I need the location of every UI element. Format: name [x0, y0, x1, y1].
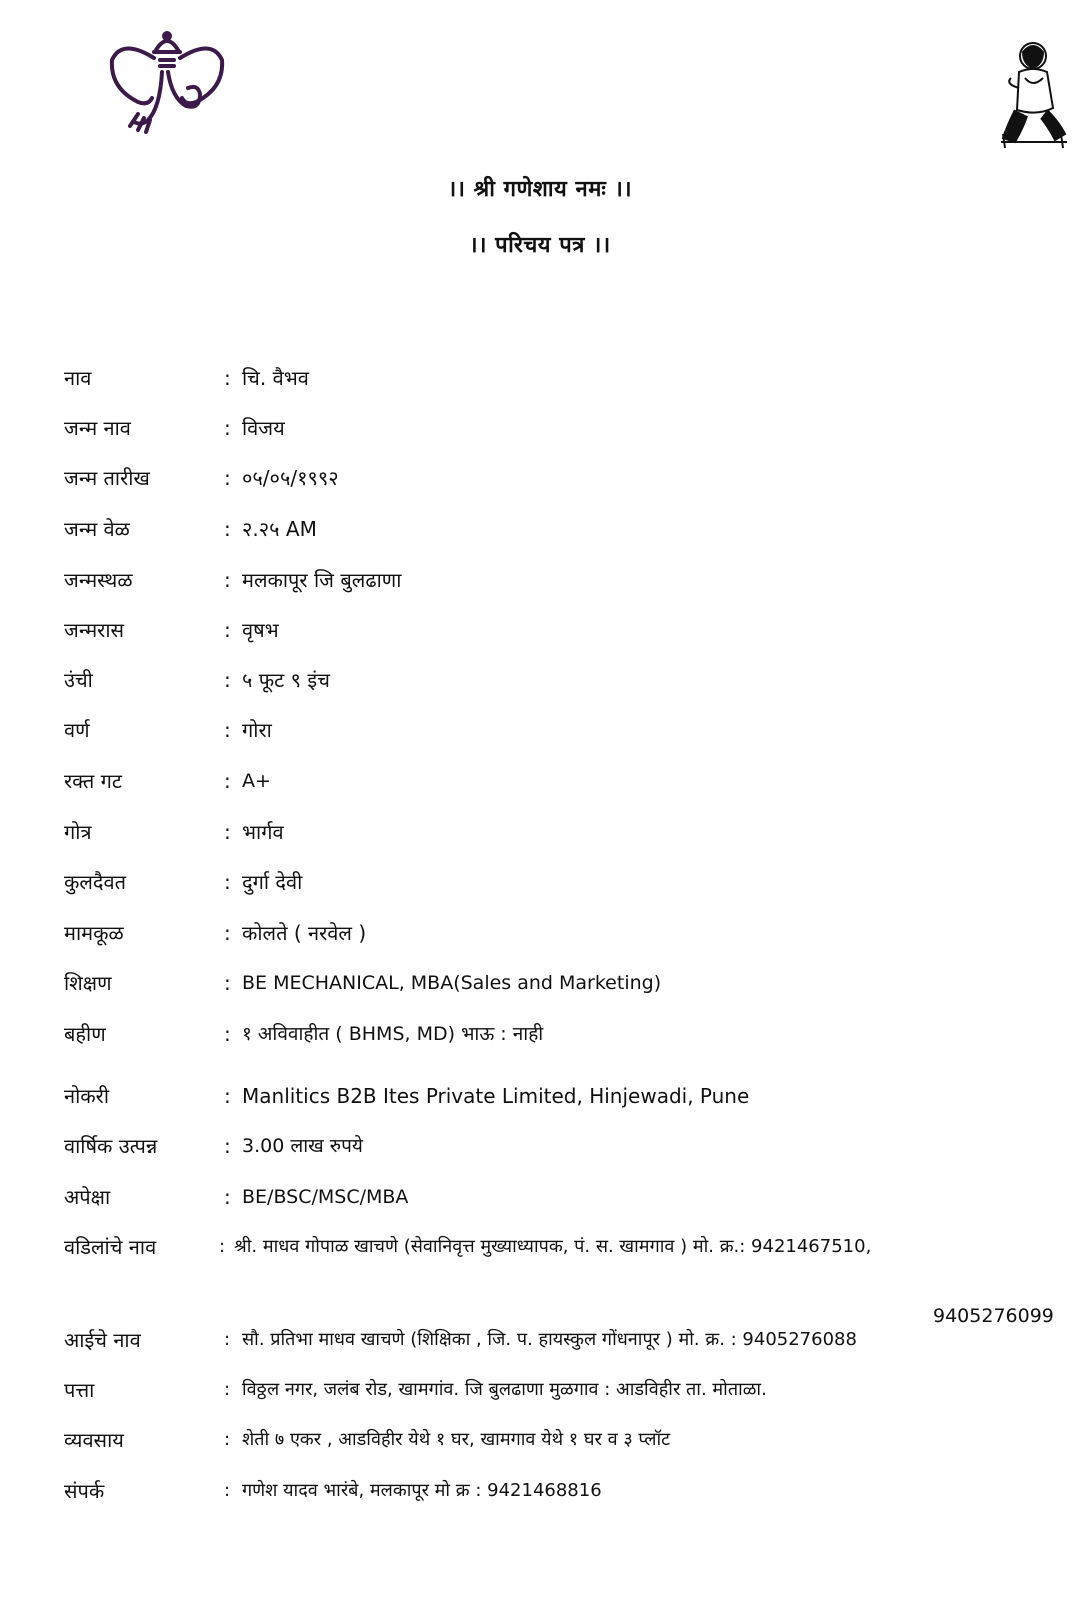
field-label: नोकरी	[64, 1084, 109, 1108]
invocation-heading: ।। श्री गणेशाय नमः ।।	[447, 177, 633, 202]
field-label: व्यवसाय	[64, 1428, 124, 1452]
field-label: कुलदैवत	[64, 870, 127, 894]
field-colon: :	[224, 1480, 231, 1501]
field-value: BE/BSC/MSC/MBA	[242, 1186, 409, 1208]
field-colon: :	[224, 568, 231, 592]
field-label: जन्म वेळ	[64, 517, 130, 541]
field-colon: :	[224, 1084, 231, 1108]
field-value: २.२५ AM	[242, 517, 317, 541]
field-colon: :	[224, 1134, 231, 1158]
field-label: नाव	[64, 366, 92, 390]
page-title: ।। परिचय पत्र ।।	[469, 233, 611, 258]
field-value: शेती ७ एकर , आडविहीर येथे १ घर, खामगाव येथे १ घर व ३ प्लॉट	[242, 1429, 671, 1450]
field-colon: :	[224, 366, 231, 390]
field-value: दुर्गा देवी	[242, 870, 303, 894]
field-label: जन्मस्थळ	[64, 568, 133, 592]
field-label: जन्म तारीख	[64, 466, 150, 490]
field-value: श्री. माधव गोपाळ खाचणे (सेवानिवृत्त मुख्याध्यापक, पं. स. खामगाव ) मो. क्र.: 9421467510,	[234, 1236, 872, 1257]
field-label: अपेक्षा	[64, 1185, 111, 1209]
field-colon: :	[224, 971, 231, 995]
field-colon: :	[219, 1236, 226, 1257]
field-colon: :	[224, 1185, 231, 1209]
father-phone-2: 9405276099	[933, 1305, 1054, 1327]
field-value: भार्गव	[242, 820, 284, 844]
field-value: चि. वैभव	[242, 366, 309, 390]
field-colon: :	[224, 466, 231, 490]
field-colon: :	[224, 870, 231, 894]
field-label: बहीण	[64, 1022, 106, 1046]
field-value: कोलते ( नरवेल )	[242, 921, 367, 945]
field-value: ०५/०५/१९९२	[242, 466, 339, 490]
field-colon: :	[224, 416, 231, 440]
saint-figure-icon	[997, 38, 1071, 150]
field-value: सौ. प्रतिभा माधव खाचणे (शिक्षिका , जि. प. हायस्कुल गोंधनापूर ) मो. क्र. : 9405276088	[242, 1329, 857, 1350]
field-value: BE MECHANICAL, MBA(Sales and Marketing)	[242, 972, 662, 994]
field-label: पत्ता	[64, 1378, 95, 1402]
field-colon: :	[224, 618, 231, 642]
field-value: गोरा	[242, 718, 272, 742]
field-label: वडिलांचे नाव	[64, 1235, 157, 1259]
ganesha-logo-icon	[108, 28, 226, 136]
field-label: वार्षिक उत्पन्न	[64, 1134, 158, 1158]
field-colon: :	[224, 517, 231, 541]
field-value: विजय	[242, 416, 285, 440]
field-value: ५ फूट ९ इंच	[242, 668, 330, 692]
field-colon: :	[224, 668, 231, 692]
field-label: वर्ण	[64, 718, 90, 742]
field-value: १ अविवाहीत ( BHMS, MD) भाऊ : नाही	[242, 1023, 544, 1045]
field-colon: :	[224, 1329, 231, 1350]
field-label: उंची	[64, 668, 93, 692]
field-colon: :	[224, 1429, 231, 1450]
field-colon: :	[224, 769, 231, 793]
field-label: जन्म नाव	[64, 416, 131, 440]
field-label: संपर्क	[64, 1479, 105, 1503]
field-value: A+	[242, 770, 271, 792]
field-value: Manlitics B2B Ites Private Limited, Hinjewadi, Pune	[242, 1084, 750, 1108]
field-colon: :	[224, 718, 231, 742]
field-label: शिक्षण	[64, 971, 112, 995]
field-colon: :	[224, 820, 231, 844]
field-label: मामकूळ	[64, 921, 124, 945]
field-colon: :	[224, 1379, 231, 1400]
field-label: जन्मरास	[64, 618, 125, 642]
field-label: आईचे नाव	[64, 1328, 141, 1352]
field-value: विठ्ठल नगर, जलंब रोड, खामगांव. जि बुलढाणा मुळगाव : आडविहीर ता. मोताळा.	[242, 1379, 767, 1400]
field-value: वृषभ	[242, 618, 279, 642]
field-value: मलकापूर जि बुलढाणा	[242, 568, 402, 592]
field-colon: :	[224, 1022, 231, 1046]
field-value: गणेश यादव भारंबे, मलकापूर मो क्र : 9421468816	[242, 1480, 602, 1501]
field-label: गोत्र	[64, 820, 92, 844]
field-value: 3.00 लाख रुपये	[242, 1135, 363, 1157]
field-colon: :	[224, 921, 231, 945]
field-label: रक्त गट	[64, 769, 122, 793]
